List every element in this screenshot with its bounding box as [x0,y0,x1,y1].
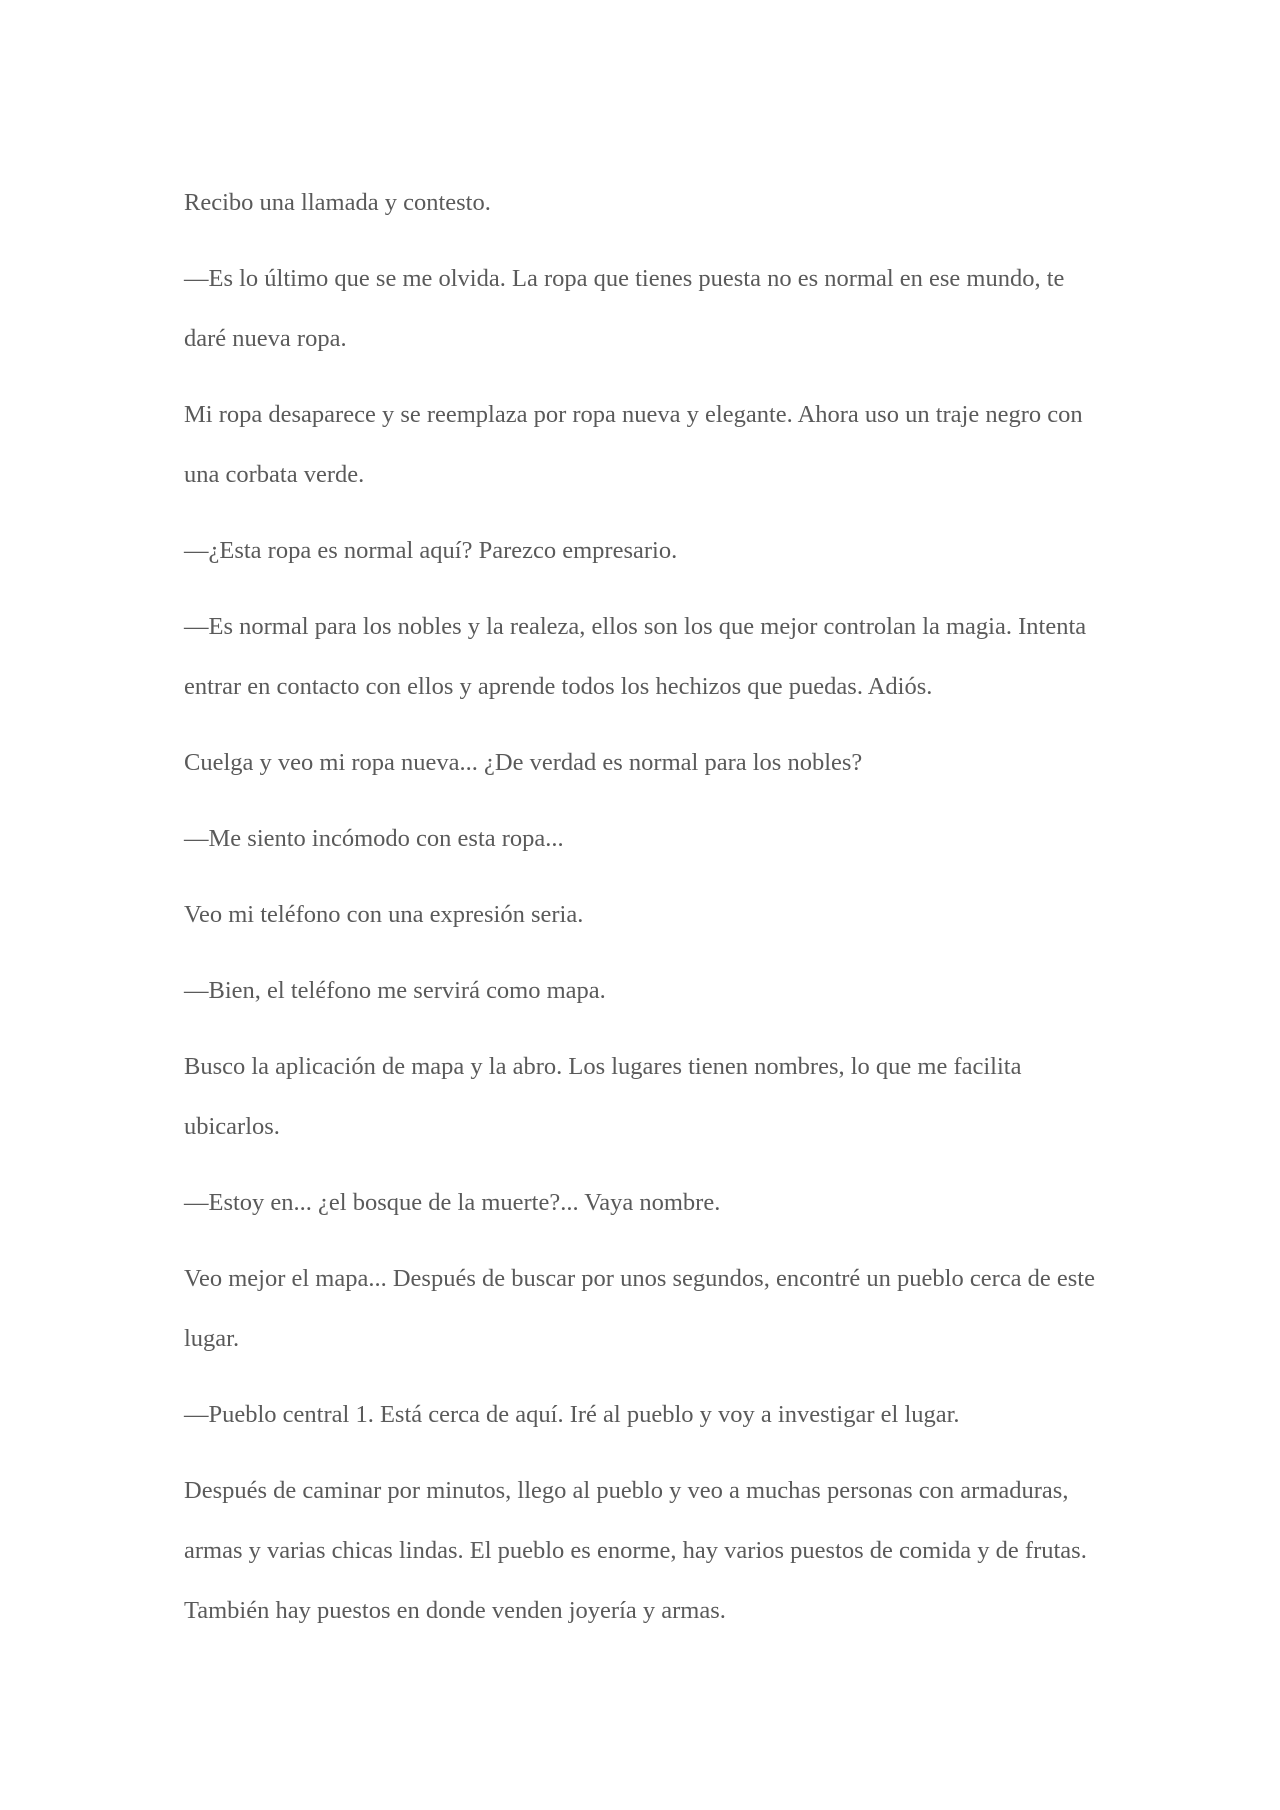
paragraph-12: Veo mejor el mapa... Después de buscar por unos segundos, encontré un pueblo cerca de este lugar. [184,1265,1095,1352]
paragraph-6: Cuelga y veo mi ropa nueva... ¿De verdad es normal para los nobles? [184,749,863,776]
paragraph-7: —Me siento incómodo con esta ropa... [184,825,564,852]
paragraph-2: —Es lo último que se me olvida. La ropa que tienes puesta no es normal en ese mundo, te daré nueva ropa. [184,265,1065,352]
paragraph-8: Veo mi teléfono con una expresión seria. [184,901,584,928]
paragraph-11: —Estoy en... ¿el bosque de la muerte?... Vaya nombre. [184,1189,721,1216]
paragraph-14: Después de caminar por minutos, llego al pueblo y veo a muchas personas con armaduras, armas y varias chicas lindas. El pueblo es enorme, hay varios puestos de comida y de frutas. También hay puestos en donde venden joyería y armas. [184,1477,1087,1624]
paragraph-13: —Pueblo central 1. Está cerca de aquí. Iré al pueblo y voy a investigar el lugar. [184,1401,960,1428]
paragraph-3: Mi ropa desaparece y se reemplaza por ropa nueva y elegante. Ahora uso un traje negro con una corbata verde. [184,401,1083,488]
paragraph-10: Busco la aplicación de mapa y la abro. Los lugares tienen nombres, lo que me facilita ubicarlos. [184,1053,1022,1140]
paragraph-4: —¿Esta ropa es normal aquí? Parezco empresario. [184,537,678,564]
paragraph-5: —Es normal para los nobles y la realeza, ellos son los que mejor controlan la magia. Intenta entrar en contacto con ellos y aprende todos los hechizos que puedas. Adiós. [184,613,1087,700]
paragraph-9: —Bien, el teléfono me servirá como mapa. [184,977,606,1004]
text-body [184,173,1104,1657]
paragraph-1: Recibo una llamada y contesto. [184,189,491,216]
